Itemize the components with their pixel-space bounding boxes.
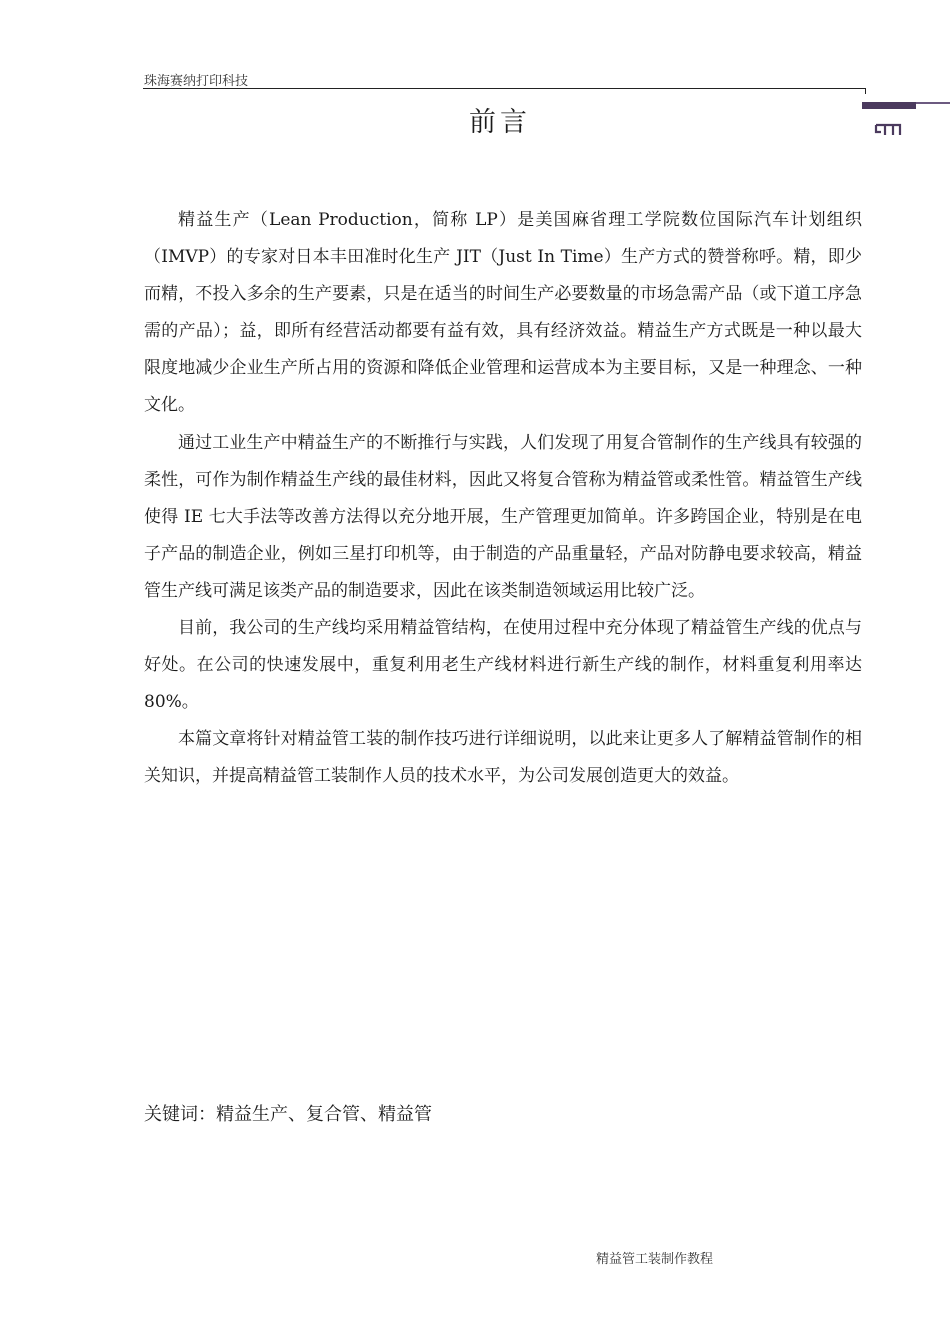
header-company-name: 珠海赛纳打印科技 [144,74,249,89]
header-rule [143,88,865,89]
paragraph-2: 通过工业生产中精益生产的不断推行与实践，人们发现了用复合管制作的生产线具有较强的柔性，可作为制作精益生产线的最佳材料，因此又将复合管称为精益管或柔性管。精益管生产线使得 IE 七大手法等改善方法得以充分地开展，生产管理更加简单。许多跨国企业，特别是在电子产品的制造企业，例如三星打印机等，由于制造的产品重量轻，产品对防静电要求较高，精益管生产线可满足该类产品的制造要求，因此在该类制造领域运用比较广泛。 [144,432,862,601]
paragraph-1: 精益生产（Lean Production，简称 LP）是美国麻省理工学院数位国际汽车计划组织（IMVP）的专家对日本丰田准时化生产 JIT（Just In Time）生产方式的赞誉称呼。精，即少而精，不投入多余的生产要素，只是在适当的时间生产必要数量的市场急需产品（或下道工序急需的产品）；益，即所有经营活动都要有益有效，具有经济效益。精益生产方式既是一种以最大限度地减少企业生产所占用的资源和降低企业管理和运营成本为主要目标，又是一种理念、一种文化。 [144,210,862,416]
paragraph-3: 目前，我公司的生产线均采用精益管结构，在使用过程中充分体现了精益管生产线的优点与好处。在公司的快速发展中，重复利用老生产线材料进行新生产线的制作，材料重复利用率达 80%。 [144,618,862,713]
page-title: 前言 [469,107,531,138]
header-rule-tick [865,88,866,94]
paragraph-4: 本篇文章将针对精益管工装的制作技巧进行详细说明，以此来让更多人了解精益管制作的相关知识，并提高精益管工装制作人员的技术水平，为公司发展创造更大的效益。 [144,729,862,787]
keywords-line: 关键词：精益生产、复合管、精益管 [144,1104,432,1125]
preface-body [144,202,862,796]
footer-document-title: 精益管工装制作教程 [596,1252,714,1267]
